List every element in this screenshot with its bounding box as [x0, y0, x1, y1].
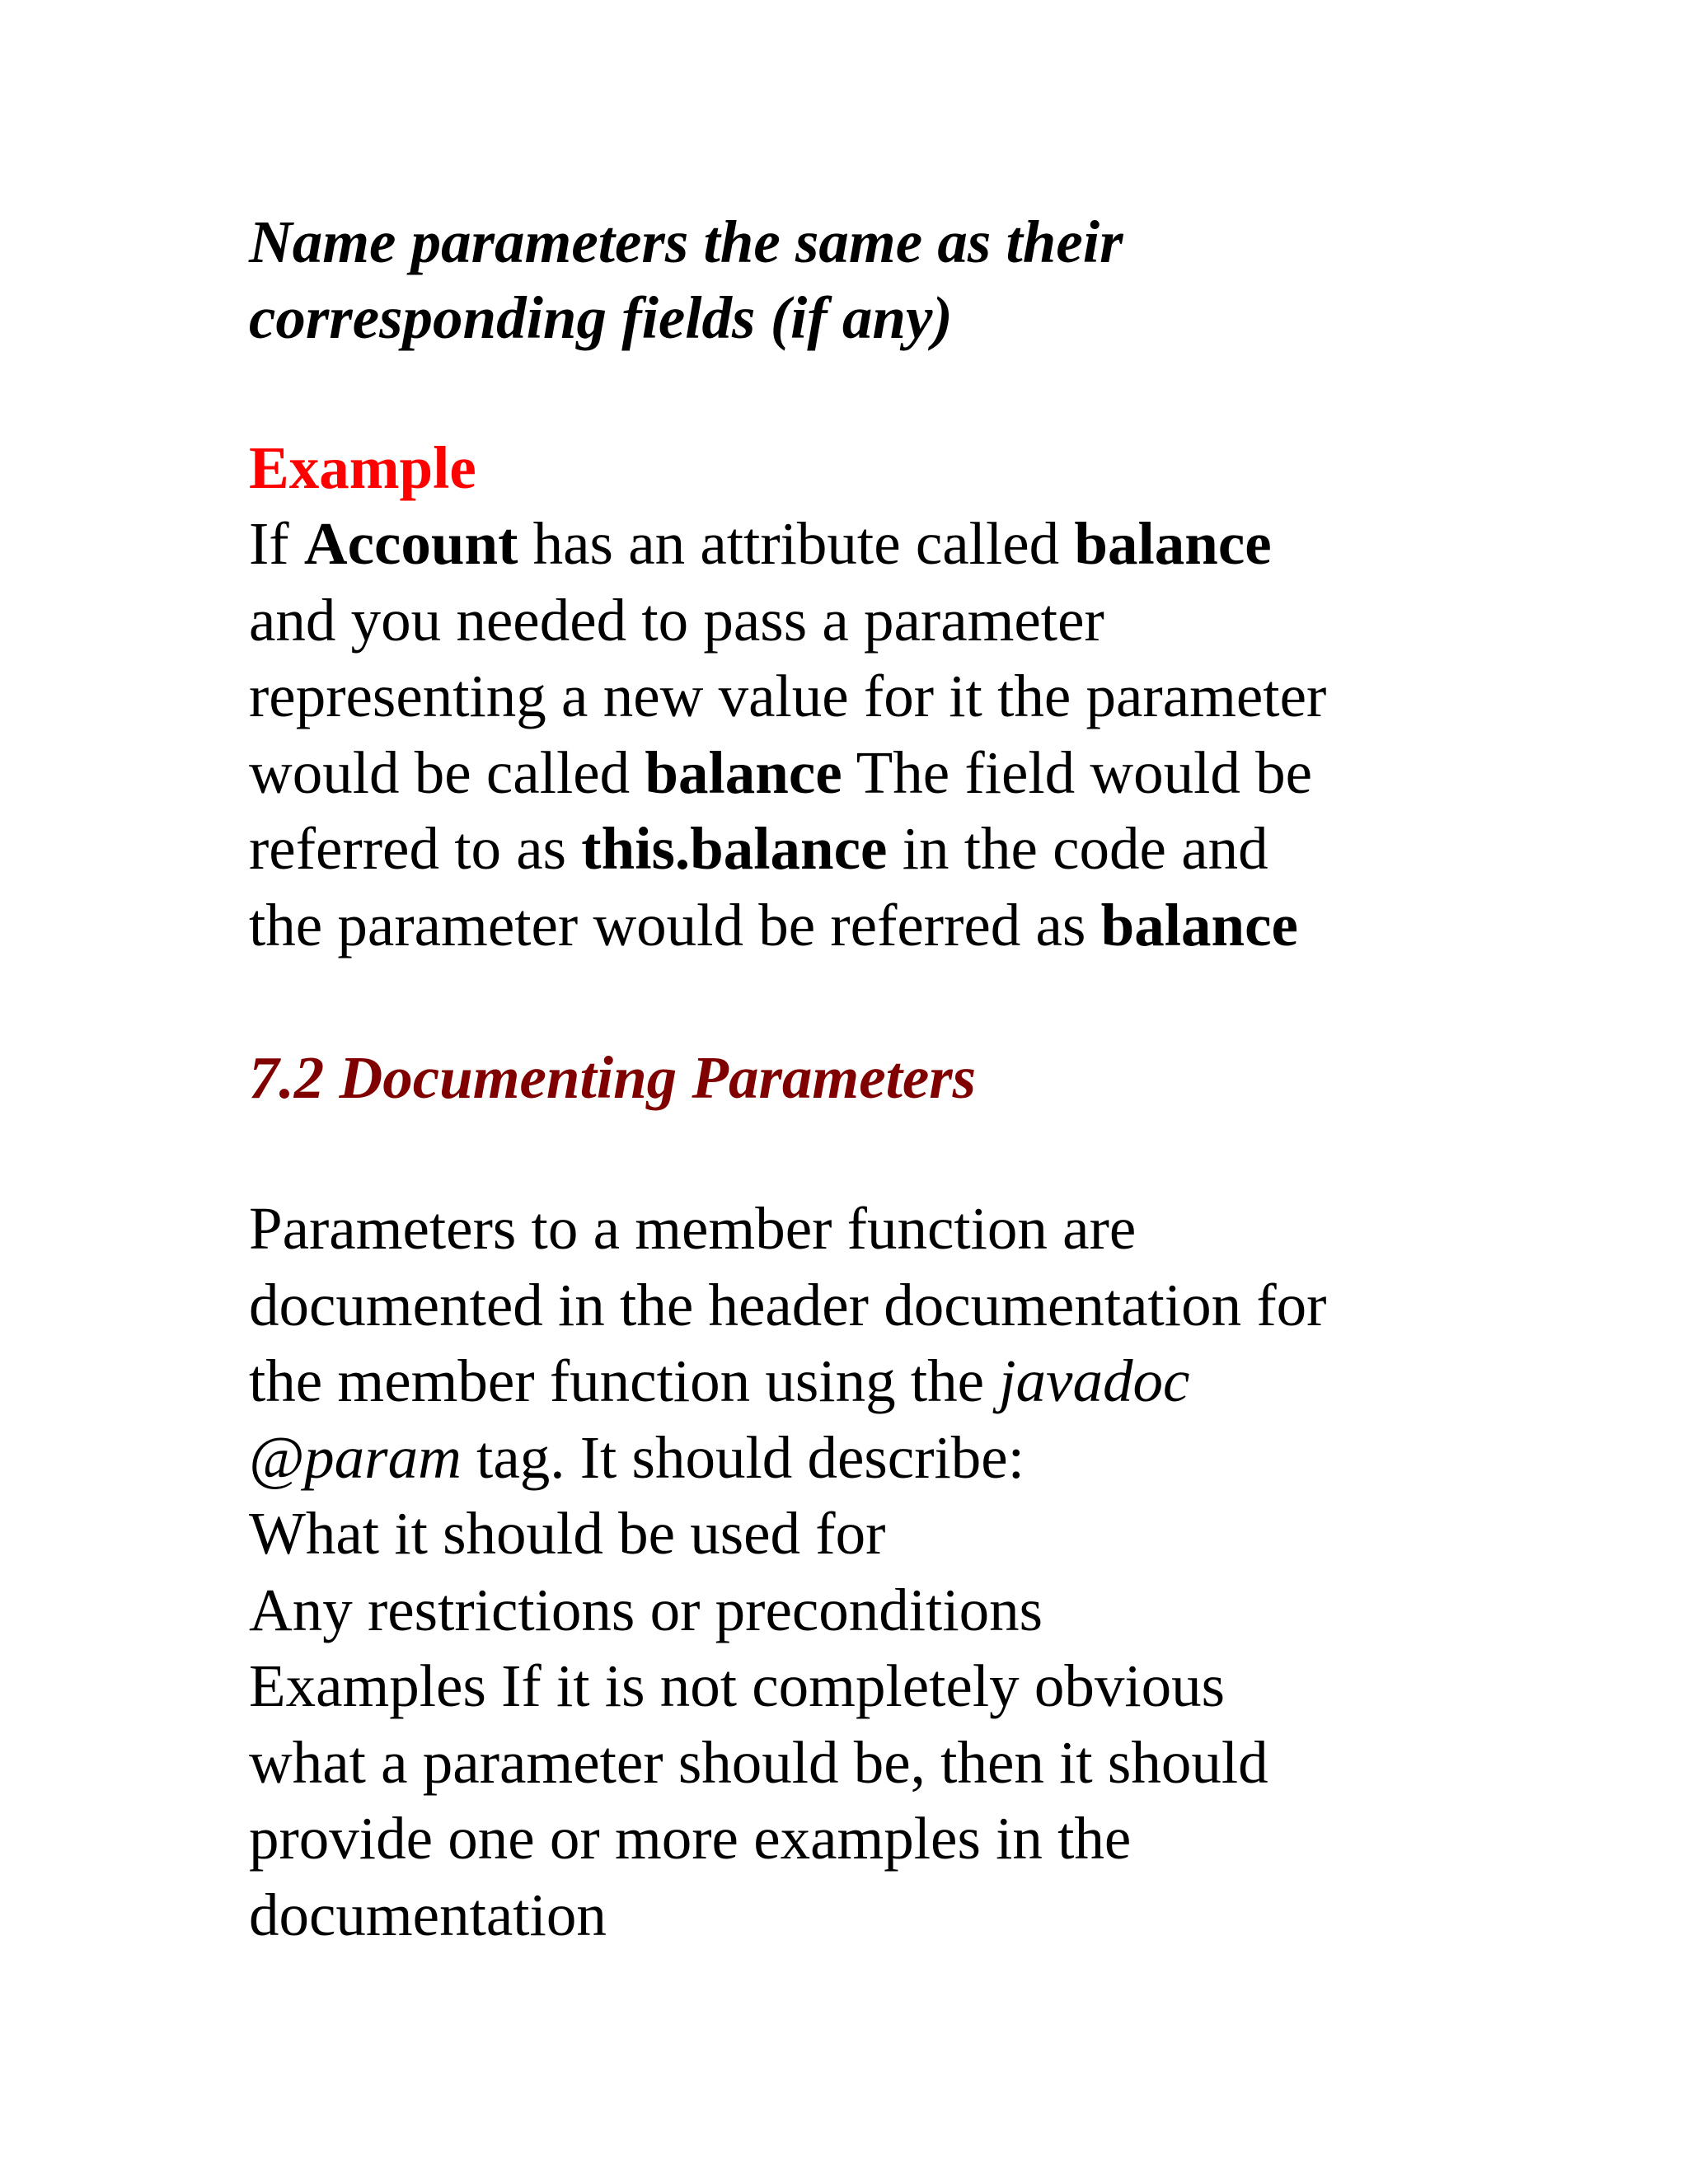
guideline-title — [249, 204, 1535, 356]
section-heading — [249, 1040, 1535, 1116]
text-run: would be called — [249, 738, 645, 806]
paragraph-line: Parameters to a member function are — [249, 1195, 1137, 1262]
paragraph-line: and you needed to pass a parameter — [249, 586, 1104, 654]
text-run: referred to as — [249, 815, 582, 882]
paragraph-line — [249, 888, 1535, 964]
tag-name-param: @param — [249, 1423, 462, 1491]
example-heading — [249, 430, 1535, 506]
example-heading-text: Example — [249, 434, 476, 501]
paragraph-line — [249, 811, 1535, 888]
class-name-account: Account — [303, 510, 518, 577]
paragraph-line — [249, 1343, 1535, 1420]
field-reference-this-balance: this.balance — [581, 815, 888, 882]
text-run: The field would be — [842, 738, 1313, 806]
paragraph-line — [249, 506, 1535, 583]
section-heading-text: 7.2 Documenting Parameters — [249, 1044, 977, 1111]
title-line: corresponding fields (if any) — [249, 284, 953, 351]
attribute-name-balance: balance — [1074, 510, 1272, 577]
paragraph-line: Examples If it is not completely obvious — [249, 1652, 1226, 1719]
text-run: has an attribute called — [518, 510, 1075, 577]
paragraph-line — [249, 1420, 1535, 1497]
text-run: in the code and — [887, 815, 1268, 882]
paragraph-line: what a parameter should be, then it should — [249, 1728, 1268, 1796]
paragraph-line: documentation — [249, 1881, 607, 1948]
text-run: the member function using the — [249, 1347, 1000, 1414]
text-run: the parameter would be referred as — [249, 891, 1101, 958]
paragraph-line: provide one or more examples in the — [249, 1805, 1132, 1872]
paragraph-line: representing a new value for it the parameter — [249, 663, 1327, 729]
parameter-name-balance: balance — [645, 738, 842, 806]
paragraph-line — [249, 735, 1535, 812]
example-paragraph — [249, 506, 1535, 963]
text-run: tag. It should describe: — [461, 1423, 1025, 1491]
paragraph-line: What it should be used for — [249, 1500, 886, 1567]
text-run: If — [249, 510, 304, 577]
parameter-reference-balance: balance — [1100, 891, 1298, 958]
section-paragraph — [249, 1191, 1535, 1953]
title-line: Name parameters the same as their — [249, 209, 1123, 275]
tool-name-javadoc: javadoc — [999, 1347, 1190, 1414]
paragraph-line: Any restrictions or preconditions — [249, 1576, 1043, 1643]
paragraph-line: documented in the header documentation for — [249, 1271, 1327, 1338]
